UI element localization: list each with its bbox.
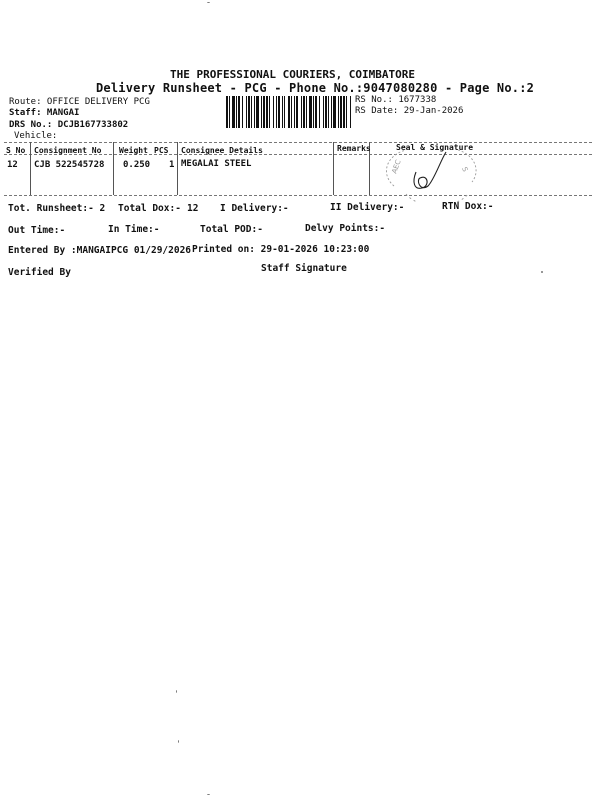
- cell-weight: 0.250: [123, 160, 151, 170]
- barcode-bar: [303, 96, 305, 128]
- ii-delivery: II Delivery:-: [330, 202, 405, 213]
- verified-by: Verified By: [8, 267, 71, 278]
- col-header-remarks: Remarks: [337, 144, 371, 153]
- entered-by: Entered By :MANGAIPCG 01/29/2026: [8, 245, 192, 256]
- table-bottom-rule: [4, 195, 592, 196]
- barcode-bar: [343, 96, 345, 128]
- barcode-bar: [266, 96, 268, 128]
- barcode-bar: [276, 96, 277, 128]
- col-header-sno: S No: [6, 146, 26, 155]
- barcode-bar: [278, 96, 280, 128]
- scan-speck: [207, 2, 210, 3]
- barcode-bar: [288, 96, 290, 128]
- cell-sno: 12: [7, 160, 18, 170]
- cell-consignment: CJB 522545728: [34, 160, 105, 170]
- total-pod: Total POD:-: [200, 224, 263, 235]
- barcode-bar: [242, 96, 243, 128]
- i-delivery: I Delivery:-: [220, 203, 289, 214]
- barcode-bar: [246, 96, 247, 128]
- barcode-bar: [261, 96, 262, 128]
- scan-speck: [541, 271, 543, 273]
- barcode-bar: [333, 96, 336, 128]
- barcode-bar: [256, 96, 259, 128]
- barcode-bar: [226, 96, 228, 128]
- barcode-bar: [301, 96, 302, 128]
- vehicle-label: Vehicle:: [14, 131, 58, 141]
- barcode-bar: [323, 96, 324, 128]
- rs-date: RS Date: 29-Jan-2026: [355, 106, 464, 116]
- col-header-consignment: Consignment No: [34, 146, 102, 155]
- barcode-bar: [294, 96, 295, 128]
- col-header-seal: Seal & Signature: [396, 143, 474, 152]
- col-divider-4: [333, 142, 334, 195]
- route-label: Route: OFFICE DELIVERY PCG: [9, 97, 150, 107]
- barcode-bar: [331, 96, 332, 128]
- company-title: THE PROFESSIONAL COURIERS, COIMBATORE: [170, 68, 416, 81]
- barcode-bar: [284, 96, 285, 128]
- barcode-bar: [248, 96, 250, 128]
- barcode-bar: [319, 96, 320, 128]
- barcode-bar: [328, 96, 329, 128]
- delvy-points: Delvy Points:-: [305, 223, 386, 234]
- col-header-consignee: Consignee Details: [181, 146, 263, 155]
- out-time: Out Time:-: [8, 225, 66, 236]
- barcode-bar: [232, 96, 235, 128]
- seal-stamp-signature: [376, 142, 482, 202]
- barcode-bar: [340, 96, 342, 128]
- col-header-pcs: PCS: [154, 146, 169, 155]
- barcode-bar: [251, 96, 252, 128]
- barcode-bar: [263, 96, 265, 128]
- barcode-bar: [238, 96, 240, 128]
- scan-speck: [207, 794, 210, 795]
- scan-speck: [176, 690, 177, 693]
- in-time: In Time:-: [108, 224, 160, 235]
- barcode-bar: [338, 96, 339, 128]
- printed-on: Printed on: 29-01-2026 10:23:00: [192, 244, 370, 255]
- barcode-bar: [306, 96, 307, 128]
- cell-pcs: 1: [169, 160, 175, 170]
- col-divider-3: [177, 142, 178, 195]
- rtn-dox: RTN Dox:-: [442, 201, 494, 212]
- tot-runsheet: Tot. Runsheet:- 2: [8, 203, 106, 214]
- barcode-bar: [229, 96, 230, 128]
- barcode-bar: [282, 96, 283, 128]
- col-header-weight: Weight: [119, 146, 148, 155]
- barcode-bar: [236, 96, 237, 128]
- barcode-bar: [309, 96, 312, 128]
- total-dox-value: 12: [187, 203, 199, 214]
- table-top-rule: [4, 142, 592, 143]
- svg-text:S: S: [460, 165, 470, 173]
- barcode-bar: [291, 96, 292, 128]
- col-divider-2: [113, 142, 114, 195]
- barcode-bar: [325, 96, 327, 128]
- svg-text:AEC: AEC: [390, 158, 403, 175]
- barcode-bar: [313, 96, 314, 128]
- scan-speck: [178, 740, 179, 743]
- barcode: [226, 96, 352, 128]
- barcode-bar: [296, 96, 298, 128]
- barcode-bar: [315, 96, 317, 128]
- barcode-bar: [269, 96, 270, 128]
- barcode-bar: [254, 96, 255, 128]
- drs-number: DRS No.: DCJB167733802: [9, 120, 129, 130]
- staff-signature: Staff Signature: [261, 263, 347, 274]
- col-divider-1: [30, 142, 31, 195]
- barcode-bar: [346, 96, 347, 128]
- cell-consignee: MEGALAI STEEL: [181, 159, 252, 169]
- runsheet-title: Delivery Runsheet - PCG - Phone No.:9047080280 - Page No.:2: [96, 81, 535, 95]
- barcode-bar: [350, 96, 351, 128]
- total-dox-label: Total Dox:-: [118, 203, 181, 214]
- staff-label: Staff: MANGAI: [9, 108, 80, 118]
- barcode-bar: [273, 96, 274, 128]
- rs-number: RS No.: 1677338: [355, 95, 437, 105]
